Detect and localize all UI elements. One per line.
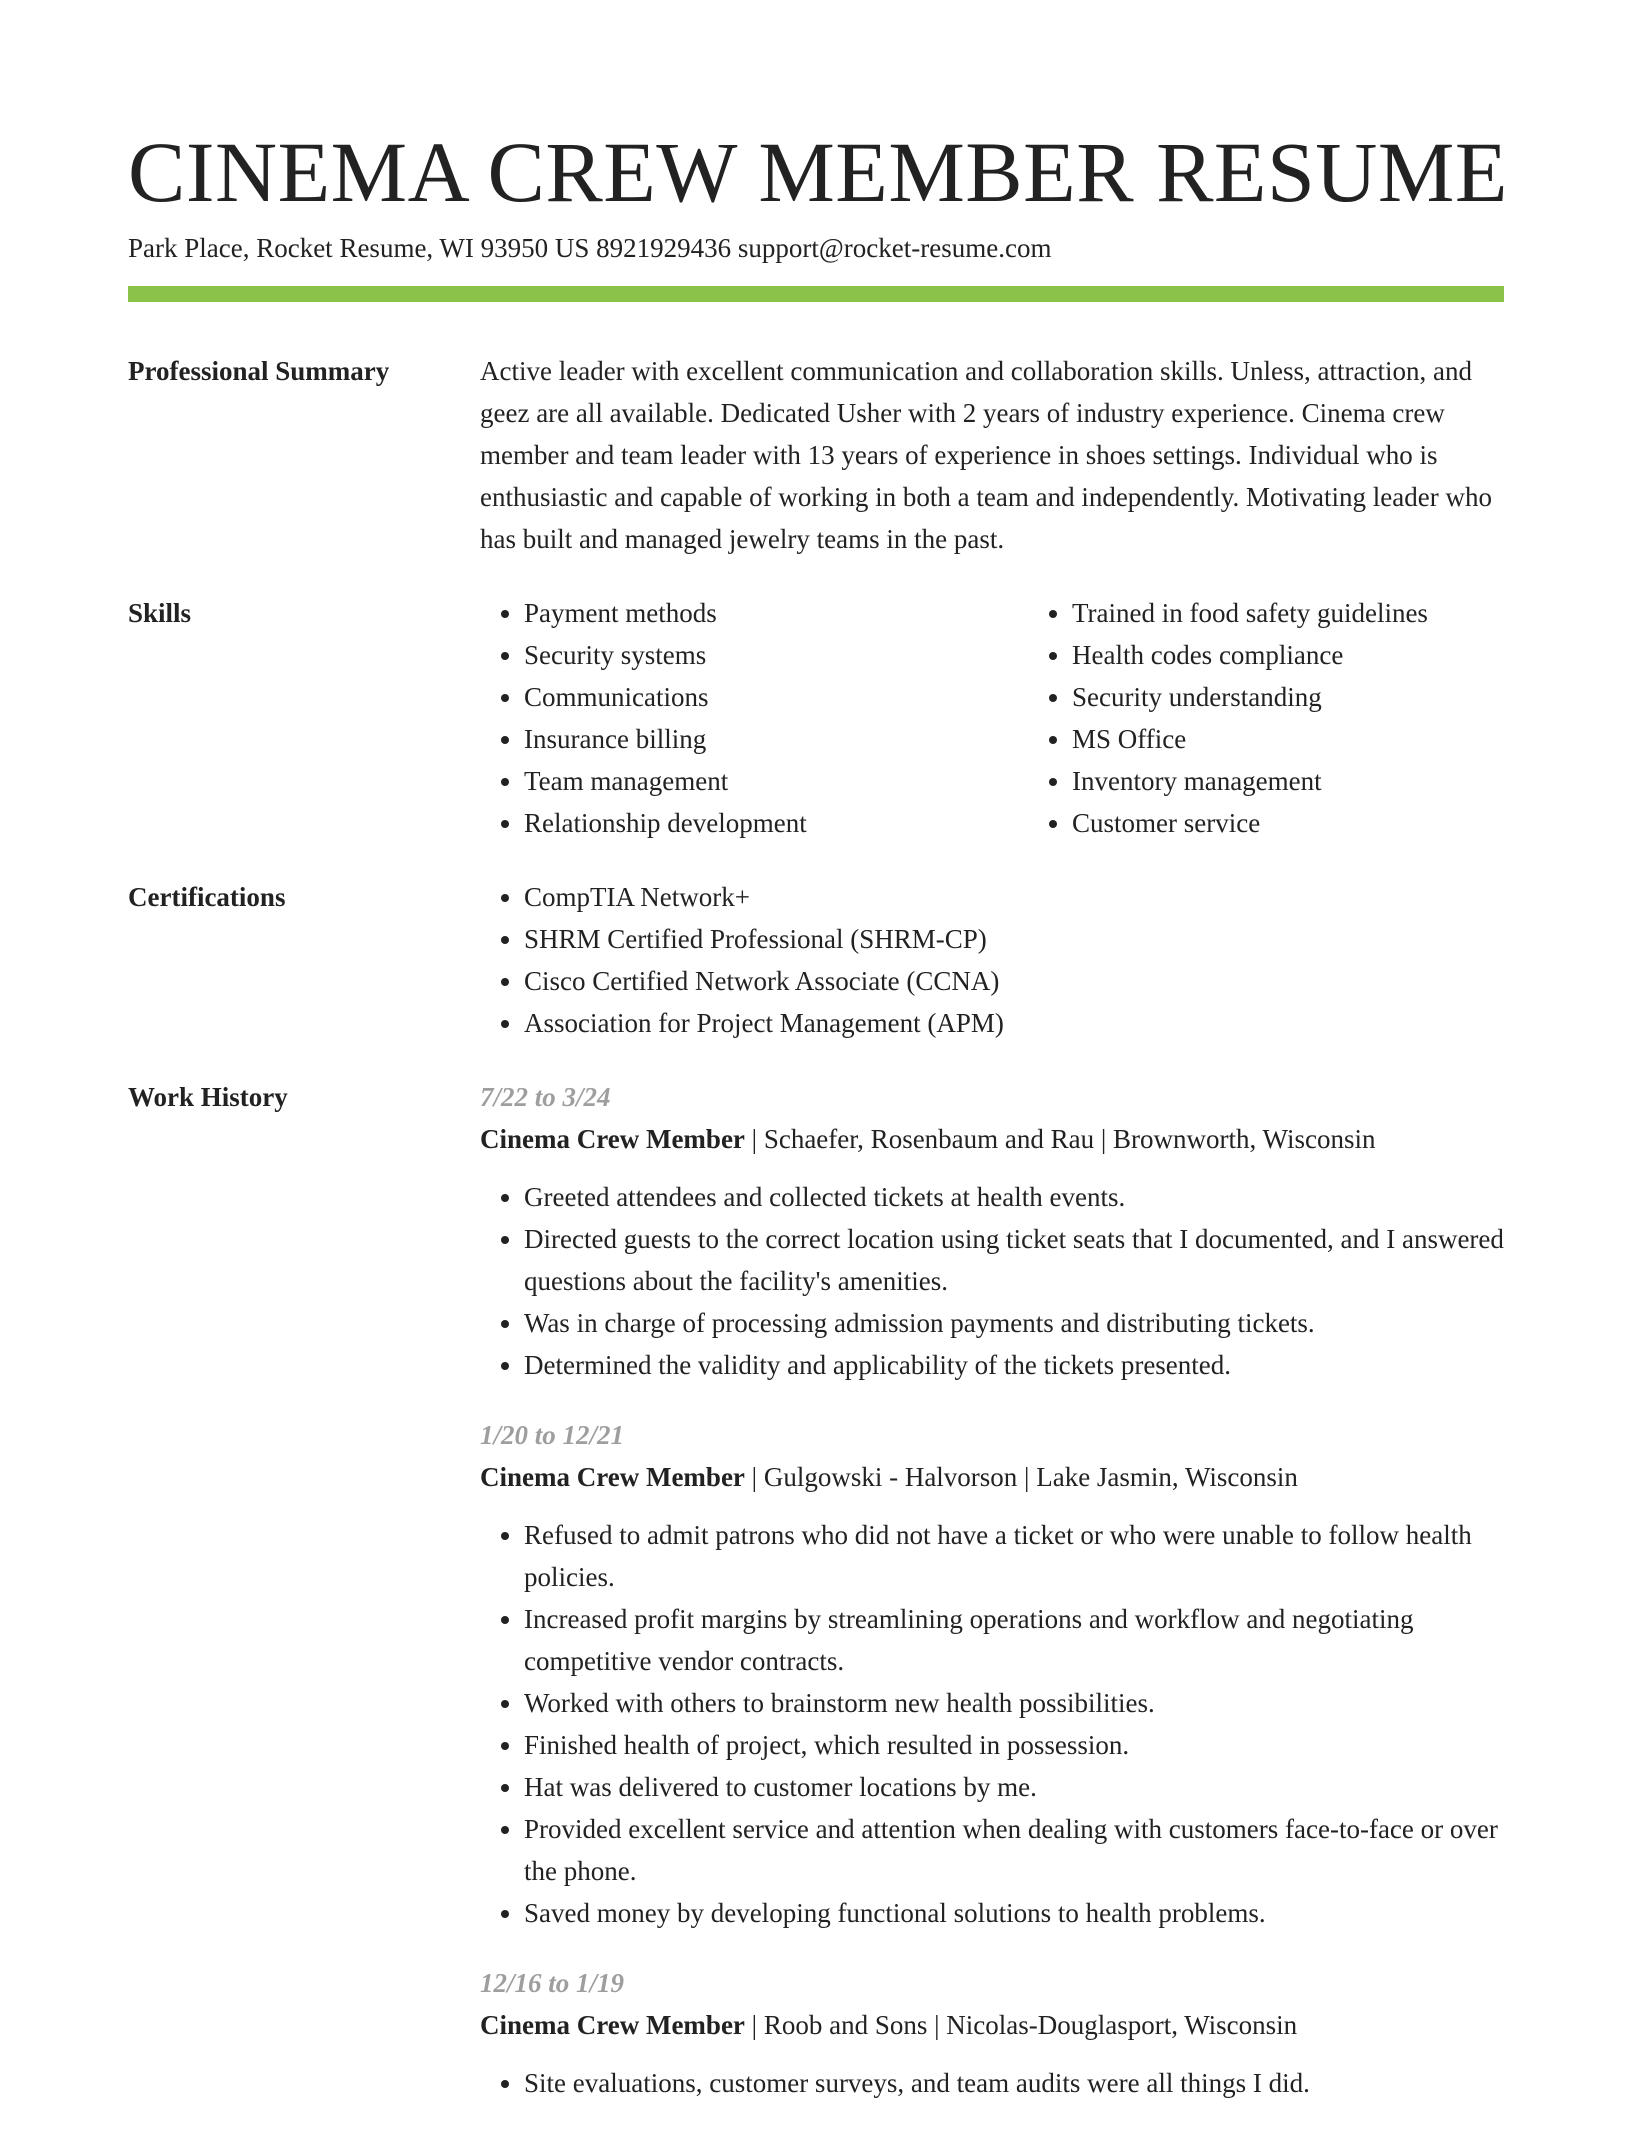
job-dates: 7/22 to 3/24 — [480, 1082, 611, 1112]
job-bullet: • Increased profit margins by streamlining operations and workflow and negotiating competitive vendor contracts. — [524, 1598, 1504, 1682]
accent-divider — [128, 286, 1504, 302]
job-bullets — [480, 1514, 1504, 1934]
job-dates: 12/16 to 1/19 — [480, 1968, 625, 1998]
job-title: Cinema Crew Member — [480, 1124, 745, 1154]
skill-item: • Insurance billing — [524, 718, 1028, 760]
certification-item: • Cisco Certified Network Associate (CCNA) — [524, 960, 1504, 1002]
job-details: | Gulgowski - Halvorson | Lake Jasmin, Wisconsin — [744, 1462, 1298, 1492]
skills-content — [480, 592, 1504, 844]
work-history-label: Work History — [128, 1082, 288, 1112]
job-bullet: • Greeted attendees and collected tickets at health events. — [524, 1176, 1504, 1218]
job-bullet: • Site evaluations, customer surveys, and team audits were all things I did. — [524, 2062, 1504, 2104]
skills-list-left — [480, 592, 1028, 844]
contact-line: Park Place, Rocket Resume, WI 93950 US 8921929436 support@rocket-resume.com — [128, 233, 1052, 263]
resume-title: CINEMA CREW MEMBER RESUME — [128, 124, 1508, 220]
certification-item: • Association for Project Management (APM) — [524, 1002, 1504, 1044]
job-dates: 1/20 to 12/21 — [480, 1420, 625, 1450]
job-bullet: • Determined the validity and applicability of the tickets presented. — [524, 1344, 1504, 1386]
job-entry — [480, 1962, 1504, 2104]
job-bullet: • Worked with others to brainstorm new health possibilities. — [524, 1682, 1504, 1724]
summary-label: Professional Summary — [128, 356, 390, 386]
skill-item: • Health codes compliance — [1072, 634, 1504, 676]
skill-item: • Payment methods — [524, 592, 1028, 634]
skill-item: • MS Office — [1072, 718, 1504, 760]
job-entry — [480, 1076, 1504, 1386]
job-entry — [480, 1414, 1504, 1934]
certifications-label: Certifications — [128, 882, 286, 912]
job-bullet: • Was in charge of processing admission payments and distributing tickets. — [524, 1302, 1504, 1344]
job-bullets — [480, 2062, 1504, 2104]
skill-item: • Team management — [524, 760, 1028, 802]
certification-item: • SHRM Certified Professional (SHRM-CP) — [524, 918, 1504, 960]
skills-list-right — [1028, 592, 1504, 844]
skill-item: • Security understanding — [1072, 676, 1504, 718]
skill-item: • Relationship development — [524, 802, 1028, 844]
skills-label: Skills — [128, 598, 192, 628]
job-heading — [480, 1118, 1504, 1160]
job-heading — [480, 2004, 1504, 2046]
job-bullets — [480, 1176, 1504, 1386]
certification-item: • CompTIA Network+ — [524, 876, 1504, 918]
skills-section — [128, 592, 1504, 844]
summary-text: Active leader with excellent communication and collaboration skills. Unless, attraction, and geez are all available. Dedicated Usher with 2 years of industry experience. Cinema crew member and team leader with 13 years of experience in shoes settings. Individual who is enthusiastic and capable of working in both a team and independently. Motivating leader who has built and managed jewelry teams in the past. — [480, 356, 1492, 554]
job-bullet: • Provided excellent service and attention when dealing with customers face-to-face or over the phone. — [524, 1808, 1504, 1892]
job-details: | Roob and Sons | Nicolas-Douglasport, Wisconsin — [744, 2010, 1298, 2040]
skill-item: • Communications — [524, 676, 1028, 718]
job-bullet: • Refused to admit patrons who did not have a ticket or who were unable to follow health policies. — [524, 1514, 1504, 1598]
skill-item: • Inventory management — [1072, 760, 1504, 802]
job-bullet: • Saved money by developing functional solutions to health problems. — [524, 1892, 1504, 1934]
summary-content — [480, 350, 1504, 560]
certifications-content — [480, 876, 1504, 1044]
skill-item: • Customer service — [1072, 802, 1504, 844]
work-history-content — [480, 1076, 1504, 2132]
job-title: Cinema Crew Member — [480, 1462, 745, 1492]
job-bullet: • Finished health of project, which resulted in possession. — [524, 1724, 1504, 1766]
certifications-section — [128, 876, 1504, 1044]
job-title: Cinema Crew Member — [480, 2010, 745, 2040]
job-heading — [480, 1456, 1504, 1498]
job-bullet: • Directed guests to the correct location using ticket seats that I documented, and I answered questions about the facility's amenities. — [524, 1218, 1504, 1302]
job-bullet: • Hat was delivered to customer locations by me. — [524, 1766, 1504, 1808]
skill-item: • Security systems — [524, 634, 1028, 676]
work-history-section — [128, 1076, 1504, 2132]
summary-section — [128, 350, 1504, 560]
skill-item: • Trained in food safety guidelines — [1072, 592, 1504, 634]
certifications-list — [480, 876, 1504, 1044]
job-details: | Schaefer, Rosenbaum and Rau | Brownworth, Wisconsin — [744, 1124, 1376, 1154]
